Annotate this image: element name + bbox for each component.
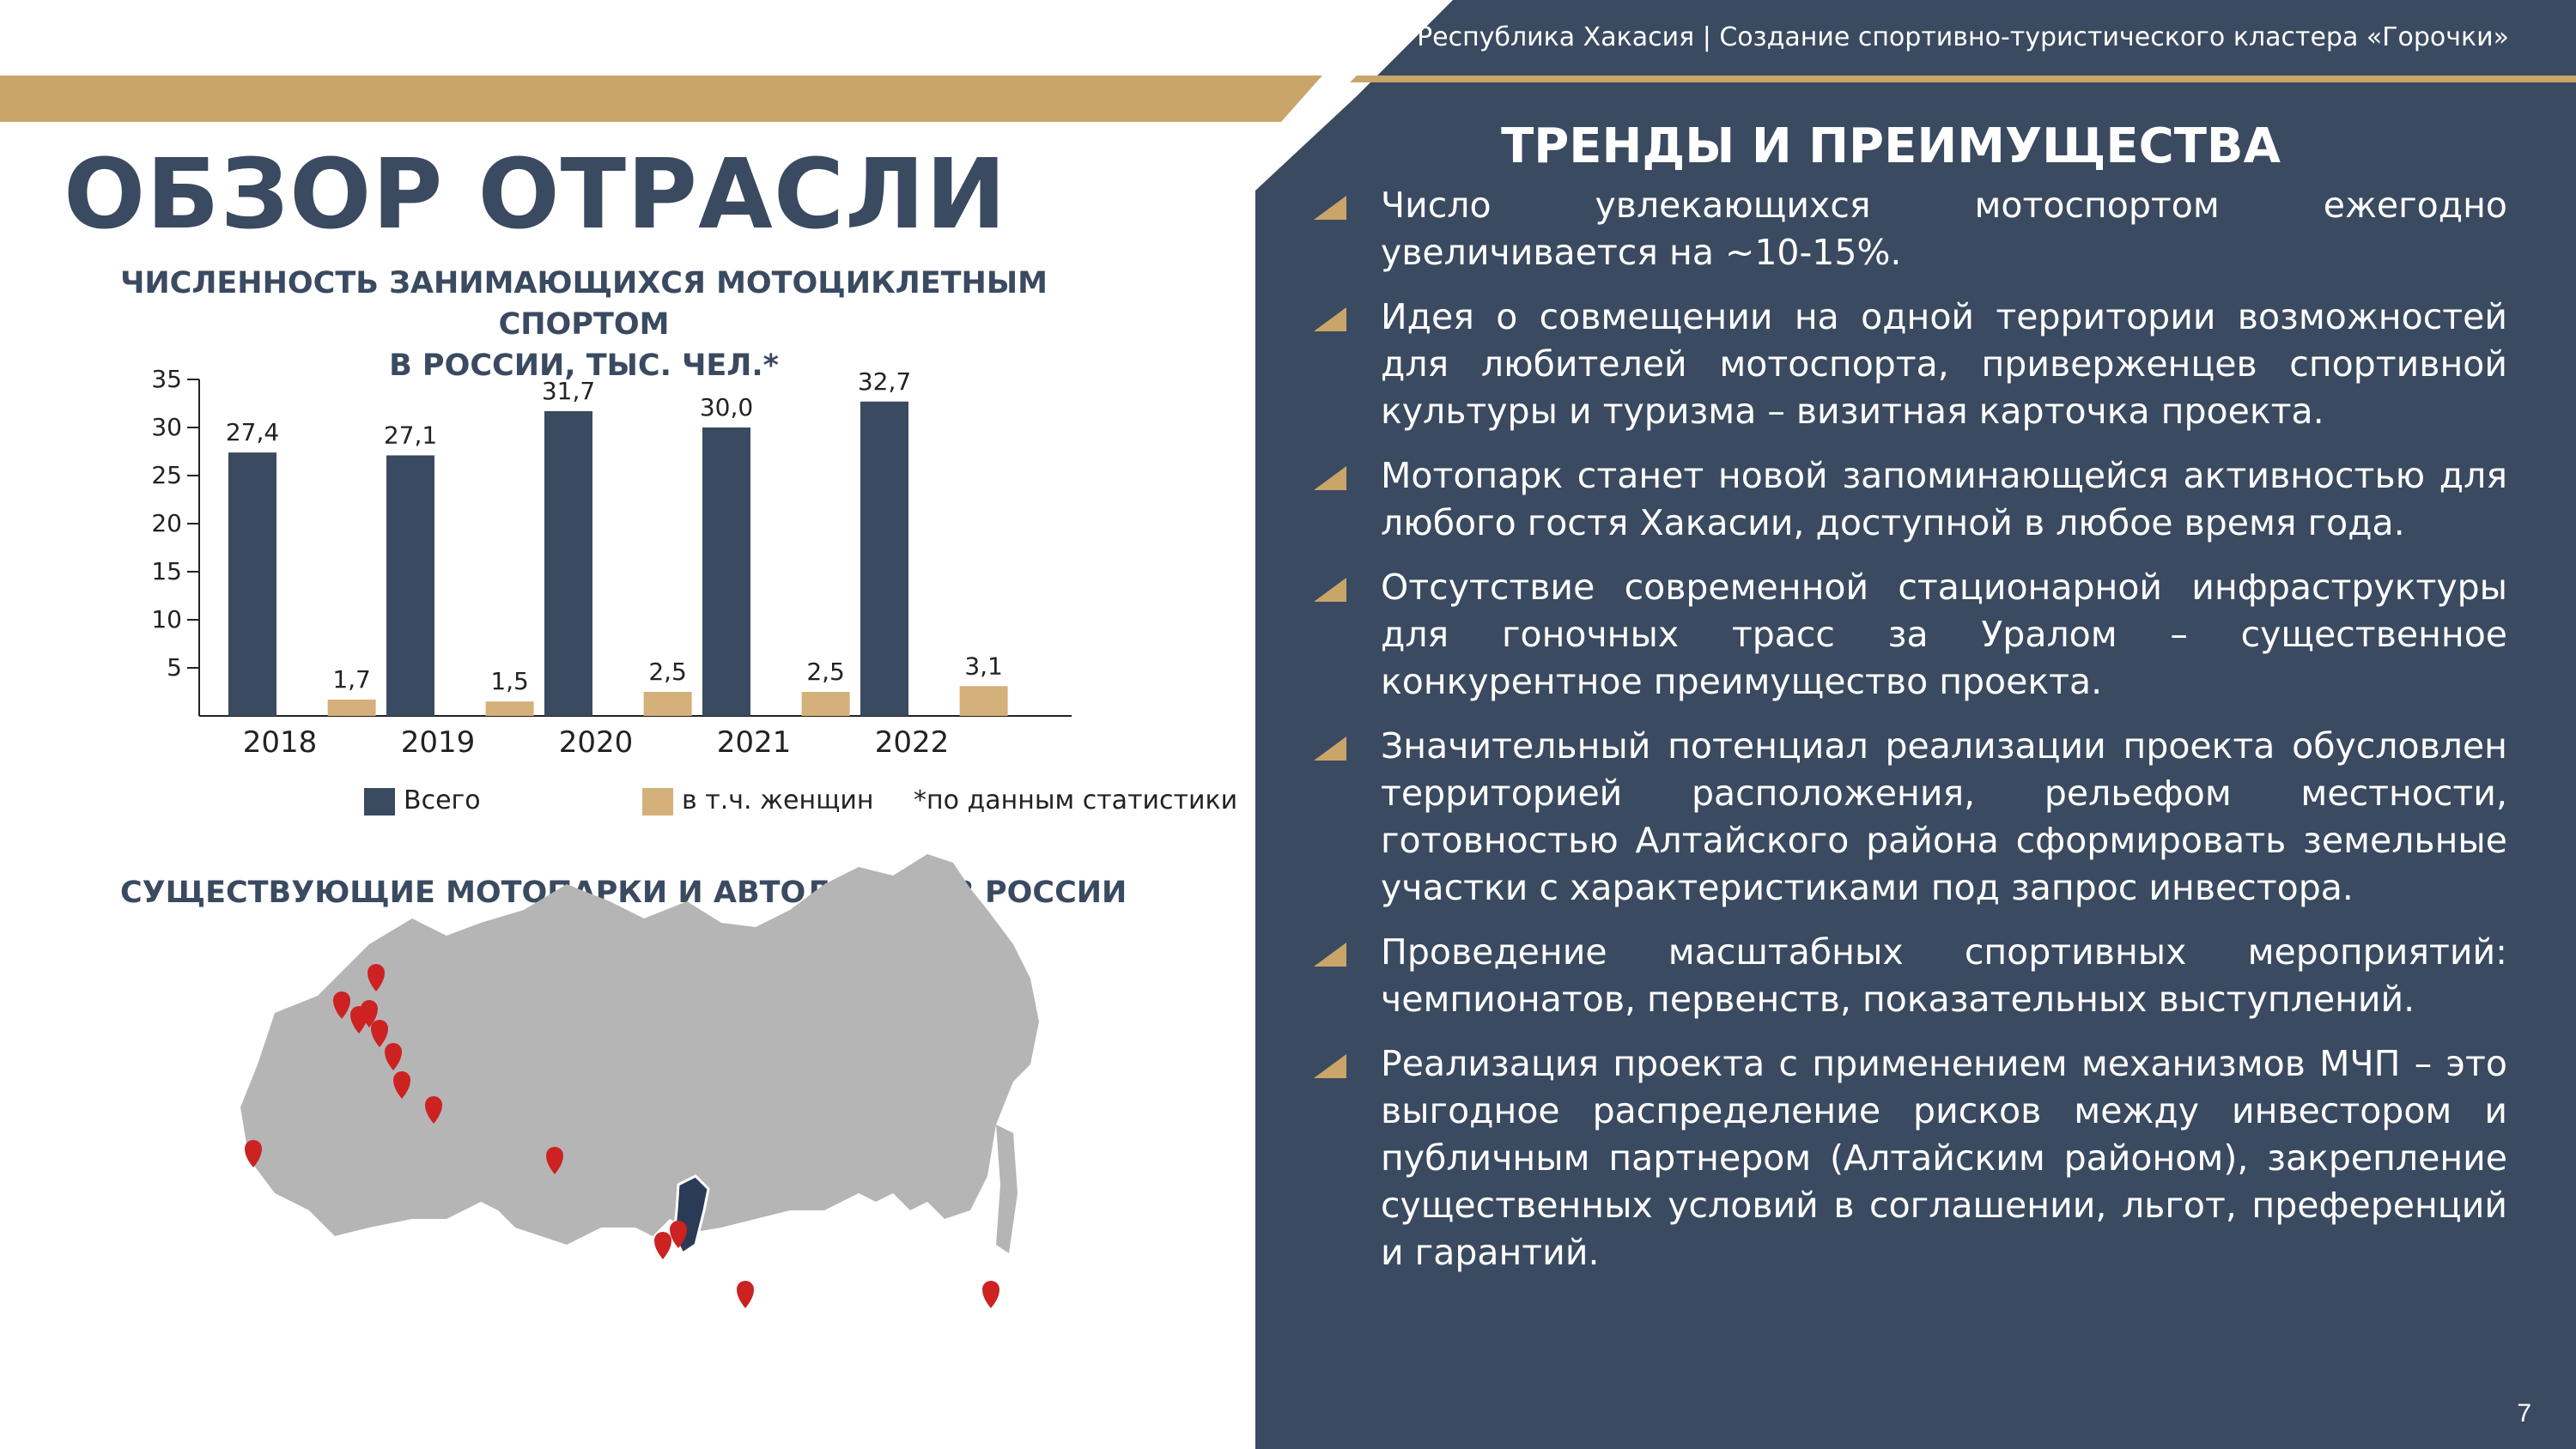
sakhalin-island — [996, 1125, 1018, 1253]
triangle-bullet-icon — [1314, 466, 1346, 490]
list-item: Значительный потенциал реализации проекта обусловлен территорией расположения, рельефом местности, готовностью Алтайского района сформировать земельные участки с характеристиками под запрос инвестора. — [1314, 723, 2507, 912]
data-label-total: 30,0 — [699, 393, 754, 421]
list-item: Идея о совмещении на одной территории возможностей для любителей мотоспорта, приверженцев спортивной культуры и туризма – визитная карточка проекта. — [1314, 294, 2507, 435]
triangle-bullet-icon — [1314, 1054, 1346, 1078]
y-tick-label: 20 — [151, 509, 182, 537]
trends-list — [1314, 182, 2507, 1294]
data-label-total: 31,7 — [541, 376, 596, 405]
bar-women — [802, 692, 850, 716]
x-tick-label: 2018 — [242, 725, 318, 760]
header-subtitle: Республика Хакасия | Создание спортивно-туристического кластера «Горочки» — [1417, 22, 2509, 52]
legend-total — [364, 785, 481, 815]
bar-women — [328, 700, 376, 716]
chart-title-line-1: ЧИСЛЕННОСТЬ ЗАНИМАЮЩИХСЯ МОТОЦИКЛЕТНЫМ СПОРТОМ — [120, 266, 1048, 342]
y-tick-label: 5 — [167, 653, 182, 682]
bar-total — [386, 455, 434, 716]
data-label-women: 2,5 — [806, 658, 845, 686]
legend-total-swatch — [364, 788, 395, 815]
triangle-bullet-icon — [1314, 196, 1346, 220]
x-tick-label: 2019 — [400, 725, 476, 760]
bar-women — [960, 686, 1008, 716]
triangle-bullet-icon — [1314, 307, 1346, 331]
legend-women — [642, 785, 874, 815]
chart-note: *по данным статистики — [914, 785, 1238, 815]
list-item: Отсутствие современной стационарной инфраструктуры для гоночных трасс за Уралом – существенное конкурентное преимущество проекта. — [1314, 564, 2507, 706]
list-item: Мотопарк станет новой запоминающейся активностью для любого гостя Хакасии, доступной в любое время года. — [1314, 452, 2507, 547]
legend-women-label: в т.ч. женщин — [682, 785, 874, 815]
y-tick-label: 25 — [151, 461, 182, 489]
data-label-total: 32,7 — [857, 367, 912, 396]
page-number: 7 — [2517, 1399, 2531, 1428]
y-tick-label: 10 — [151, 605, 182, 634]
bar-total — [228, 452, 276, 716]
map-title: СУЩЕСТВУЮЩИЕ МОТОПАРКИ И АВТОДРОМЫ В РОССИИ — [120, 876, 1127, 910]
bar-total — [860, 402, 908, 716]
map-pin-icon — [654, 1232, 671, 1259]
bar-women — [644, 692, 692, 716]
bar-women — [486, 701, 534, 716]
russia-map — [240, 850, 1125, 1365]
data-label-women: 3,1 — [964, 652, 1003, 681]
triangle-bullet-icon — [1314, 578, 1346, 602]
list-item: Реализация проекта с применением механизмов МЧП – это выгодное распределение рисков между инвестором и публичным партнером (Алтайским районом), закрепление существенных условий в соглашении, льгот, преференций и гарантий. — [1314, 1040, 2507, 1276]
y-tick-label: 30 — [151, 413, 182, 441]
y-tick-label: 35 — [151, 365, 182, 393]
russia-landmass — [240, 854, 1039, 1245]
data-label-total: 27,4 — [225, 418, 280, 447]
map-pin-icon — [737, 1281, 754, 1308]
data-label-women: 1,5 — [490, 667, 529, 696]
page-title: ОБЗОР ОТРАСЛИ — [64, 139, 1007, 251]
x-tick-label: 2022 — [874, 725, 950, 760]
data-label-total: 27,1 — [383, 421, 438, 450]
map-pin-icon — [982, 1281, 999, 1308]
trends-title: ТРЕНДЫ И ПРЕИМУЩЕСТВА — [1501, 118, 2281, 174]
bar-total — [544, 411, 592, 716]
bar-total — [702, 427, 750, 716]
chart-title-line-2: В РОССИИ, ТЫС. ЧЕЛ.* — [389, 349, 779, 383]
triangle-bullet-icon — [1314, 943, 1346, 967]
x-tick-label: 2020 — [558, 725, 634, 760]
data-label-women: 2,5 — [648, 658, 687, 686]
list-item: Число увлекающихся мотоспортом ежегодно увеличивается на ~10-15%. — [1314, 182, 2507, 276]
y-tick-label: 15 — [151, 557, 182, 585]
x-tick-label: 2021 — [716, 725, 792, 760]
data-label-women: 1,7 — [332, 664, 371, 694]
list-item: Проведение масштабных спортивных мероприятий: чемпионатов, первенств, показательных выступлений. — [1314, 929, 2507, 1023]
triangle-bullet-icon — [1314, 737, 1346, 761]
legend-total-label: Всего — [404, 785, 481, 815]
legend-women-swatch — [642, 788, 673, 815]
